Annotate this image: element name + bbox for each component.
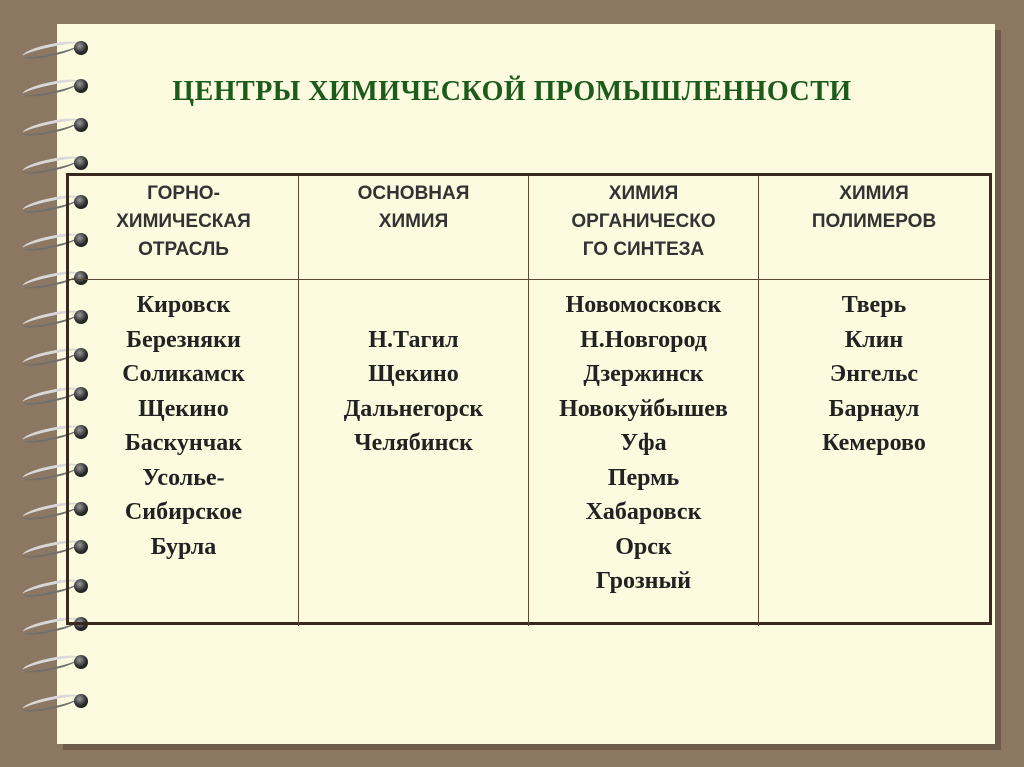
cities-organic-synthesis [529,280,759,626]
cities-mining-chemical [69,280,299,626]
city-name: Тверь [841,292,907,318]
city-name: Березняки [126,326,241,353]
city-name: Дзержинск [583,361,704,387]
city-name: Сибирское [124,499,243,525]
city-name: Клин [844,326,904,353]
city-name: Дальнегорск [343,395,484,422]
city-name: Н.Тагил [368,326,459,353]
header-mining-chemical: ГОРНО- ХИМИЧЕСКАЯ ОТРАСЛЬ [69,176,299,280]
city-name: Новомосковск [565,292,722,318]
city-name: Орск [615,533,672,560]
spiral-ring [22,155,92,171]
chemical-industry-table [66,173,992,625]
city-name [299,288,528,323]
city-name: Челябинск [354,430,473,456]
city-name: Новокуйбышев [559,395,728,422]
cities-basic-chemistry [299,280,529,626]
city-name: Баскунчак [124,430,243,456]
spiral-ring [22,40,92,56]
city-name: Энгельс [829,361,919,387]
city-name: Барнаул [828,395,920,422]
spiral-ring [22,654,92,670]
city-name: Соликамск [122,361,245,387]
city-name: Кировск [136,292,231,318]
city-name: Бурла [150,533,217,560]
header-basic-chemistry: ОСНОВНАЯ ХИМИЯ [299,176,529,280]
city-name: Н.Новгород [580,326,707,353]
city-name: Хабаровск [585,499,702,525]
city-name: Пермь [607,464,680,491]
header-organic-synthesis: ХИМИЯ ОРГАНИЧЕСКО ГО СИНТЕЗА [529,176,759,280]
city-name: Усолье- [142,464,225,491]
spiral-ring [22,117,92,133]
header-polymer-chemistry: ХИМИЯ ПОЛИМЕРОВ [759,176,989,280]
city-name: Уфа [620,430,667,456]
city-name: Щекино [138,395,229,422]
spiral-ring [22,693,92,709]
cities-polymer-chemistry [759,280,989,626]
city-name: Грозный [595,568,692,594]
page-title: ЦЕНТРЫ ХИМИЧЕСКОЙ ПРОМЫШЛЕННОСТИ [172,76,852,107]
city-name: Кемерово [822,430,926,456]
city-name: Щекино [368,361,459,387]
